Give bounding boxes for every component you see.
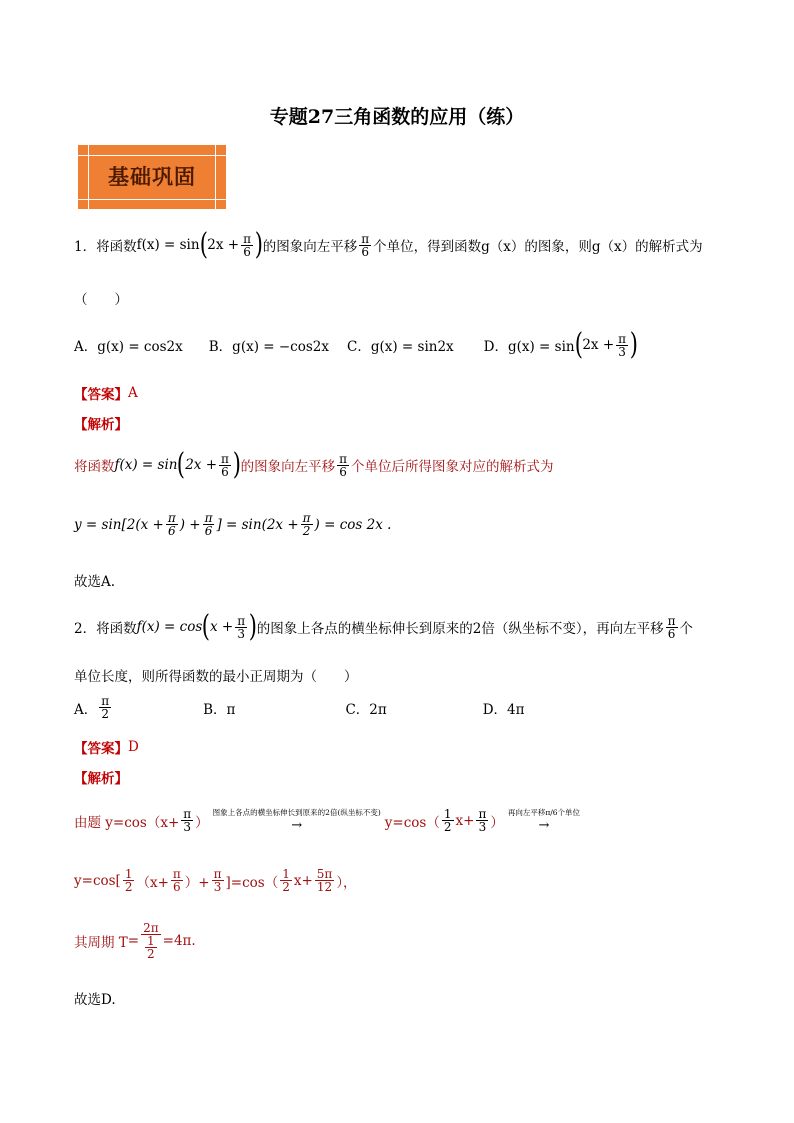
fraction: 2π 1 2 — [143, 921, 159, 961]
q1-fx: f(x) = sin — [136, 237, 200, 253]
banner-line — [215, 145, 216, 209]
fraction: $\frac{\pi}{6}$ — [667, 613, 676, 641]
q2-stem: 2．将函数 f(x) = cos ( x + $\frac{\pi}{3}$ ) 的图象上各点的横坐标伸长到原来的2倍（纵坐标不变），再向左平移 $\frac{\pi}{6}$ 个 — [74, 609, 694, 644]
q1-option-d: D．g(x) = sin — [483, 339, 575, 355]
q2-option-c: C．2π — [345, 701, 387, 718]
formula: y = sin[2(x + — [74, 516, 164, 533]
q1-solution-line2 — [74, 512, 391, 537]
q1-stem — [74, 227, 703, 262]
q1-mid2: 个单位，得到函数g（x）的图象，则g（x）的解析式为 — [373, 239, 703, 255]
banner-line — [78, 155, 226, 156]
transform-arrow: 再向左平移π/6个单位 → — [507, 808, 581, 833]
formula: ) = cos 2x . — [314, 516, 392, 533]
fraction: $\frac{\pi}{6}$ — [167, 511, 176, 538]
q1-answer — [74, 383, 138, 403]
fraction: $\frac{\pi}{2}$ — [101, 694, 110, 721]
banner-line — [88, 145, 89, 209]
text: 的图象向左平移 — [240, 459, 336, 475]
q2-answer — [74, 737, 139, 757]
q1-option-b: B．g(x) = −cos2x — [208, 339, 329, 355]
formula: x+ — [293, 872, 313, 889]
page-title: 专题27三角函数的应用（练） — [269, 106, 525, 128]
formula: ）， — [336, 874, 357, 891]
paren: ( — [199, 227, 208, 262]
formula: y=cos（ — [384, 814, 440, 831]
banner-label: 基础巩固 — [108, 165, 196, 189]
fraction: $\frac{\pi}{6}$ — [204, 511, 213, 538]
q1-analysis-label: 【解析】 — [74, 417, 128, 433]
q1-paren: （ ） — [74, 292, 128, 308]
fraction: $\frac{\pi}{3}$ — [478, 807, 487, 834]
fraction: $\frac{\pi}{6}$ — [339, 451, 348, 479]
q1-solution-line1: 将函数 f(x) = sin ( 2x + $\frac{\pi}{6}$ ) 的图象向左平移 $\frac{\pi}{6}$ 个单位后所得图象对应的解析式为 — [74, 447, 554, 482]
banner-line — [78, 199, 226, 200]
fraction: $\frac{1}{2}$ — [282, 867, 290, 894]
q2-post: 个 — [679, 621, 694, 637]
formula: ]=cos（ — [225, 874, 279, 891]
fraction: $\frac{\pi}{6}$ — [361, 231, 370, 259]
answer-value: D — [128, 739, 139, 755]
fraction: $\frac{\pi}{6}$ — [172, 867, 181, 894]
formula: 由题 y=cos（x+ — [74, 814, 180, 831]
fraction: $\frac{\pi}{3}$ — [618, 331, 627, 359]
fraction: $\frac{5\pi}{12}$ — [316, 867, 333, 894]
q2-prefix: 2．将函数 — [74, 621, 137, 637]
q2-solution-line2 — [74, 868, 357, 893]
formula: （x+ — [136, 874, 169, 891]
q2-options — [74, 695, 525, 720]
q2-option-b: B．π — [203, 701, 236, 718]
formula: f(x) = sin — [114, 457, 178, 473]
formula: ） — [195, 814, 209, 831]
fraction: $\frac{\pi}{3}$ — [213, 867, 222, 894]
q1-option-d-arg: 2x + — [582, 337, 615, 353]
q2-fx: f(x) = cos — [136, 619, 203, 635]
q2-mid: 的图象上各点的横坐标伸长到原来的2倍（纵坐标不变），再向左平移 — [256, 621, 664, 637]
fraction: $\frac{\pi}{3}$ — [237, 613, 246, 641]
q1-option-a: A．g(x) = cos2x — [74, 339, 183, 355]
formula: =4π. — [162, 933, 196, 949]
formula: ）+ — [184, 874, 210, 891]
formula: ] = sin(2x + — [216, 516, 299, 533]
q2-stem-line2: 单位长度，则所得函数的最小正周期为（ ） — [74, 669, 358, 685]
fraction: $\frac{1}{2}$ — [443, 807, 452, 834]
fraction: $\frac{\pi}{3}$ — [183, 807, 192, 834]
formula: ） — [490, 814, 504, 831]
section-banner — [78, 145, 226, 209]
fraction: $\frac{1}{2}$ — [124, 867, 133, 894]
q2-analysis-label: 【解析】 — [74, 771, 128, 787]
q1-mid1: 的图象向左平移 — [262, 239, 358, 255]
text: 将函数 — [74, 459, 115, 475]
q1-options: A．g(x) = cos2x B．g(x) = −cos2x C．g(x) = sin2x D．g(x) = sin ( 2x + $\frac{\pi}{3}$ ) — [74, 327, 638, 362]
q2-arg: x + — [209, 619, 234, 635]
fraction: $\frac{\pi}{6}$ — [243, 231, 251, 259]
formula: = — [127, 933, 140, 949]
q1-prefix: 1．将函数 — [74, 239, 137, 255]
q2-solution-line1 — [74, 808, 584, 833]
text: 个单位后所得图象对应的解析式为 — [351, 459, 554, 475]
formula: y=cos[ — [74, 872, 121, 889]
formula: 2x + — [185, 457, 218, 473]
formula: ) + — [179, 516, 201, 533]
q2-option-a: A． — [74, 701, 98, 718]
answer-label: 【答案】 — [74, 387, 128, 403]
fraction: $\frac{\pi}{6}$ — [221, 451, 229, 479]
q1-option-c: C．g(x) = sin2x — [347, 339, 454, 355]
q2-option-d: D．4π — [482, 701, 525, 718]
transform-arrow: 图象上各点的横坐标伸长到原来的2倍(纵坐标不变) → — [212, 808, 381, 833]
q1-conclusion: 故选A. — [74, 574, 116, 590]
formula: 其周期 T — [74, 935, 128, 951]
fraction: $\frac{\pi}{2}$ — [302, 511, 311, 538]
q1-arg: 2x + — [207, 237, 240, 253]
q2-conclusion: 故选D. — [74, 992, 116, 1008]
answer-label: 【答案】 — [74, 741, 128, 757]
answer-value: A — [128, 385, 138, 401]
formula: x+ — [455, 812, 475, 829]
paren: ) — [254, 227, 263, 262]
q2-solution-line3 — [74, 922, 196, 960]
